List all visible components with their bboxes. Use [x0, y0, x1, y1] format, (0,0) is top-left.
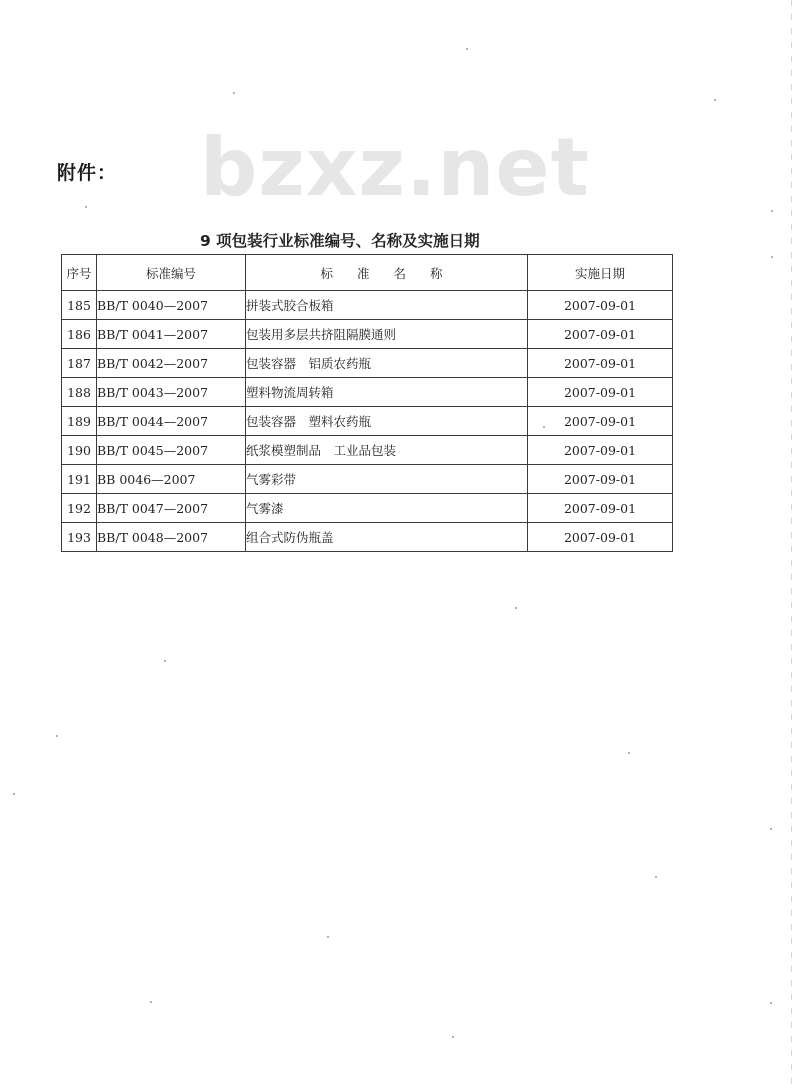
- cell-name: 包装用多层共挤阻隔膜通则: [246, 320, 528, 349]
- cell-date: 2007-09-01: [528, 465, 673, 494]
- scan-speck: [233, 92, 235, 94]
- scan-speck: [515, 607, 517, 609]
- cell-code: BB/T 0040—2007: [97, 291, 246, 320]
- scan-speck: [770, 1002, 772, 1004]
- scan-speck: [452, 1036, 454, 1038]
- table-row: [62, 436, 673, 465]
- cell-date: 2007-09-01: [528, 523, 673, 552]
- scan-speck: [714, 99, 716, 101]
- cell-name: 气雾漆: [246, 494, 528, 523]
- scan-speck: [771, 210, 773, 212]
- cell-seq: 187: [62, 349, 97, 378]
- header-name: 标 准 名 称: [246, 255, 528, 291]
- cell-name: 包装容器 铝质农药瓶: [246, 349, 528, 378]
- cell-code: BB 0046—2007: [97, 465, 246, 494]
- cell-name: 包装容器 塑料农药瓶: [246, 407, 528, 436]
- scan-speck: [327, 936, 329, 938]
- attachment-label: 附件：: [57, 162, 118, 184]
- cell-name: 塑料物流周转箱: [246, 378, 528, 407]
- table-row: [62, 320, 673, 349]
- cell-date: 2007-09-01: [528, 320, 673, 349]
- scan-speck: [13, 793, 15, 795]
- scan-speck: [628, 752, 630, 754]
- cell-seq: 185: [62, 291, 97, 320]
- cell-seq: 188: [62, 378, 97, 407]
- scan-speck: [770, 828, 772, 830]
- cell-name: 纸浆模塑制品 工业品包装: [246, 436, 528, 465]
- scan-speck: [466, 48, 468, 50]
- cell-seq: 189: [62, 407, 97, 436]
- scan-edge-line: [791, 0, 792, 1090]
- cell-code: BB/T 0042—2007: [97, 349, 246, 378]
- scan-speck: [543, 426, 545, 428]
- document-title: 9 项包装行业标准编号、名称及实施日期: [200, 232, 480, 250]
- table-row: [62, 407, 673, 436]
- table-header-row: [62, 255, 673, 291]
- watermark: bzxz.net: [200, 121, 590, 214]
- table-row: [62, 291, 673, 320]
- table-row: [62, 349, 673, 378]
- cell-seq: 191: [62, 465, 97, 494]
- cell-code: BB/T 0044—2007: [97, 407, 246, 436]
- cell-date: 2007-09-01: [528, 436, 673, 465]
- cell-date: 2007-09-01: [528, 407, 673, 436]
- table-row: [62, 465, 673, 494]
- scan-speck: [771, 256, 773, 258]
- cell-seq: 192: [62, 494, 97, 523]
- cell-seq: 186: [62, 320, 97, 349]
- cell-date: 2007-09-01: [528, 349, 673, 378]
- cell-code: BB/T 0047—2007: [97, 494, 246, 523]
- table-row: [62, 494, 673, 523]
- cell-code: BB/T 0048—2007: [97, 523, 246, 552]
- cell-code: BB/T 0041—2007: [97, 320, 246, 349]
- table-row: [62, 378, 673, 407]
- cell-name: 气雾彩带: [246, 465, 528, 494]
- cell-name: 拼装式胶合板箱: [246, 291, 528, 320]
- scan-speck: [164, 660, 166, 662]
- cell-seq: 193: [62, 523, 97, 552]
- cell-code: BB/T 0043—2007: [97, 378, 246, 407]
- scan-speck: [85, 206, 87, 208]
- cell-name: 组合式防伪瓶盖: [246, 523, 528, 552]
- header-seq: 序号: [62, 255, 97, 291]
- scan-speck: [150, 1001, 152, 1003]
- cell-date: 2007-09-01: [528, 378, 673, 407]
- standards-table: [61, 254, 673, 552]
- cell-date: 2007-09-01: [528, 494, 673, 523]
- cell-seq: 190: [62, 436, 97, 465]
- cell-code: BB/T 0045—2007: [97, 436, 246, 465]
- header-code: 标准编号: [97, 255, 246, 291]
- table-row: [62, 523, 673, 552]
- scan-speck: [655, 876, 657, 878]
- cell-date: 2007-09-01: [528, 291, 673, 320]
- scan-speck: [56, 735, 58, 737]
- header-date: 实施日期: [528, 255, 673, 291]
